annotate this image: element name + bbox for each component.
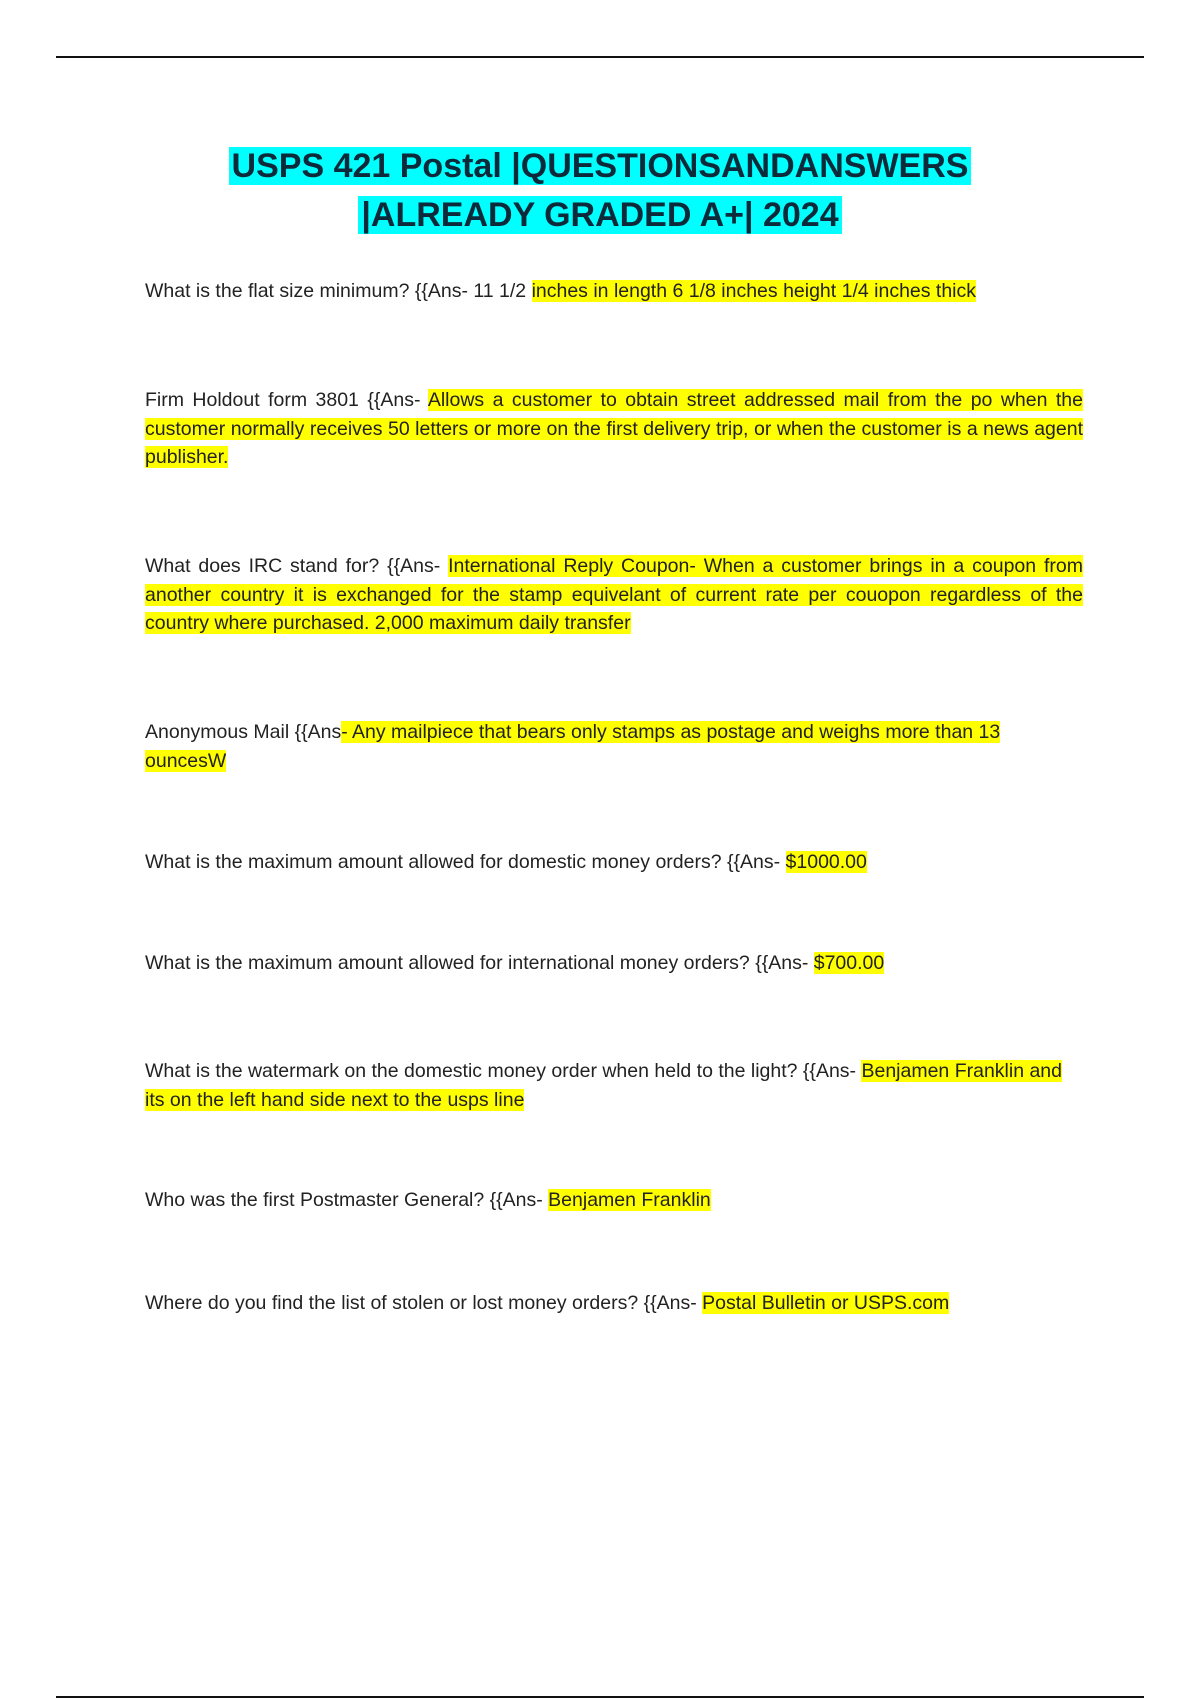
answer-highlight: Benjamen Franklin — [548, 1189, 711, 1211]
question-text: What is the watermark on the domestic money order when held to the light? {{Ans- — [145, 1060, 862, 1082]
top-rule — [56, 56, 1144, 58]
answer-highlight: International Reply Coupon- When a customer brings in a coupon from another country it is exchanged for the stamp equivelant of current rate per couopon regardless of the country where purchased. 2,000 maximum daily transfer — [145, 555, 1083, 634]
bottom-rule — [56, 1696, 1144, 1698]
question-text: Anonymous Mail {{Ans — [145, 721, 342, 743]
qa-item-irc — [145, 552, 1083, 638]
answer-highlight: - Any mailpiece that bears only stamps as postage and weighs more than 13 ouncesW — [145, 721, 1001, 772]
qa-item-stolen-money-orders — [145, 1289, 1083, 1318]
qa-item-domestic-money-order — [145, 848, 1083, 877]
qa-item-firm-holdout — [145, 386, 1083, 472]
answer-highlight: $1000.00 — [785, 851, 867, 873]
title-line-1: USPS 421 Postal |QUESTIONSANDANSWERS — [229, 147, 972, 185]
answer-highlight: Allows a customer to obtain street addressed mail from the po when the customer normally receives 50 letters or more on the first delivery trip, or when the customer is a news agent publisher. — [145, 389, 1083, 468]
answer-highlight: Benjamen Franklin and its on the left hand side next to the usps line — [145, 1060, 1063, 1111]
answer-highlight: Postal Bulletin or USPS.com — [702, 1292, 950, 1314]
answer-highlight: inches in length 6 1/8 inches height 1/4 inches thick — [531, 280, 977, 302]
question-text: What is the maximum amount allowed for international money orders? {{Ans- — [145, 952, 814, 974]
question-text: What is the flat size minimum? {{Ans- 11 1/2 — [145, 280, 532, 302]
question-text: Who was the first Postmaster General? {{Ans- — [145, 1189, 549, 1211]
qa-item-anonymous-mail — [145, 718, 1015, 775]
qa-item-postmaster-general — [145, 1186, 1083, 1215]
question-text: Where do you find the list of stolen or lost money orders? {{Ans- — [145, 1292, 703, 1314]
qa-item-flat-size — [145, 277, 1083, 306]
question-text: What does IRC stand for? {{Ans- — [145, 555, 449, 577]
question-text: Firm Holdout form 3801 {{Ans- — [145, 389, 428, 411]
qa-item-international-money-order — [145, 949, 1083, 978]
question-text: What is the maximum amount allowed for domestic money orders? {{Ans- — [145, 851, 786, 873]
answer-highlight: $700.00 — [813, 952, 885, 974]
qa-item-watermark — [145, 1057, 1083, 1114]
title-line-2: |ALREADY GRADED A+| 2024 — [358, 196, 841, 234]
document-title — [0, 142, 1200, 240]
